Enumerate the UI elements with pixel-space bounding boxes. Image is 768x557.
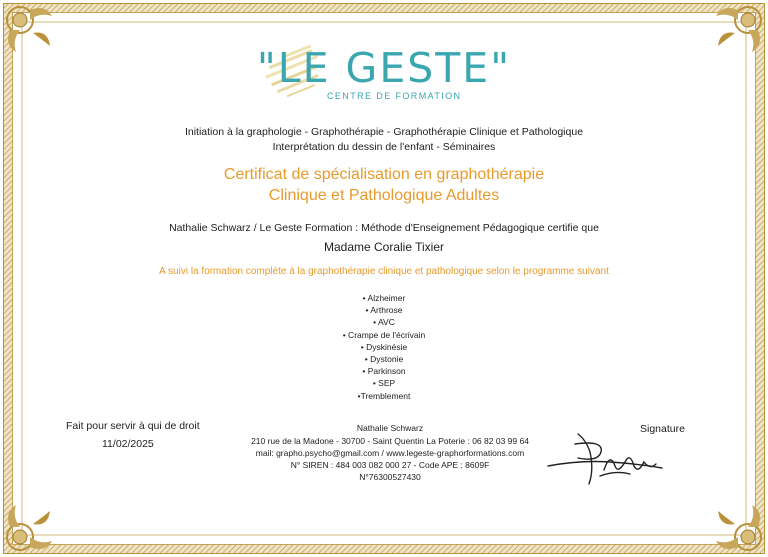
issue-date: 11/02/2025 xyxy=(102,438,154,450)
program-item: • AVC xyxy=(373,317,395,328)
fait-pour-servir: Fait pour servir à qui de droit xyxy=(66,420,200,432)
program-item: • Crampe de l'écrivain xyxy=(342,329,426,340)
program-item: • Dyskinésie xyxy=(360,341,408,352)
program-item: • Alzheimer xyxy=(362,293,406,303)
completion-statement: A suivi la formation complète à la graphothérapie clinique et pathologique selon le programme suivant xyxy=(159,266,609,277)
org-name: Nathalie Schwarz xyxy=(356,423,424,433)
org-number: N°76300527430 xyxy=(359,472,421,482)
program-item: • SEP xyxy=(372,378,396,389)
certify-intro: Nathalie Schwarz / Le Geste Formation : Méthode d'Enseignement Pédagogique certifie que xyxy=(169,222,599,234)
header-line-2: Interprétation du dessin de l'enfant - Séminaires xyxy=(272,141,496,153)
program-list xyxy=(0,292,768,402)
program-item: •Tremblement xyxy=(357,390,411,401)
corner-ornament-bottom-left xyxy=(7,505,52,550)
org-address: 210 rue de la Madone - 30700 - Saint Quentin La Poterie : 06 82 03 99 64 xyxy=(251,436,529,446)
logo-subtitle: CENTRE DE FORMATION xyxy=(327,91,462,101)
certificate-title-line-2: Clinique et Pathologique Adultes xyxy=(268,187,500,204)
corner-ornament-bottom-right xyxy=(716,505,761,550)
recipient-name: Madame Coralie Tixier xyxy=(323,240,445,254)
signature-drawing xyxy=(548,434,662,484)
program-item: • Parkinson xyxy=(362,366,406,377)
header-line-1: Initiation à la graphologie - Graphothérapie - Graphothérapie Clinique et Pathologique xyxy=(184,126,584,138)
signature-label: Signature xyxy=(640,423,685,435)
program-item: • Arthrose xyxy=(365,305,403,316)
org-siren: N° SIREN : 484 003 082 000 27 - Code APE : 8609F xyxy=(290,460,490,470)
org-contact: mail: grapho.psycho@gmail.com / www.legeste-graphorformations.com xyxy=(255,448,525,458)
program-item: • Dystonie xyxy=(364,354,404,365)
logo-title: "LE GESTE" xyxy=(256,44,512,92)
certificate-title-line-1: Certificat de spécialisation en graphothérapie xyxy=(223,166,545,183)
